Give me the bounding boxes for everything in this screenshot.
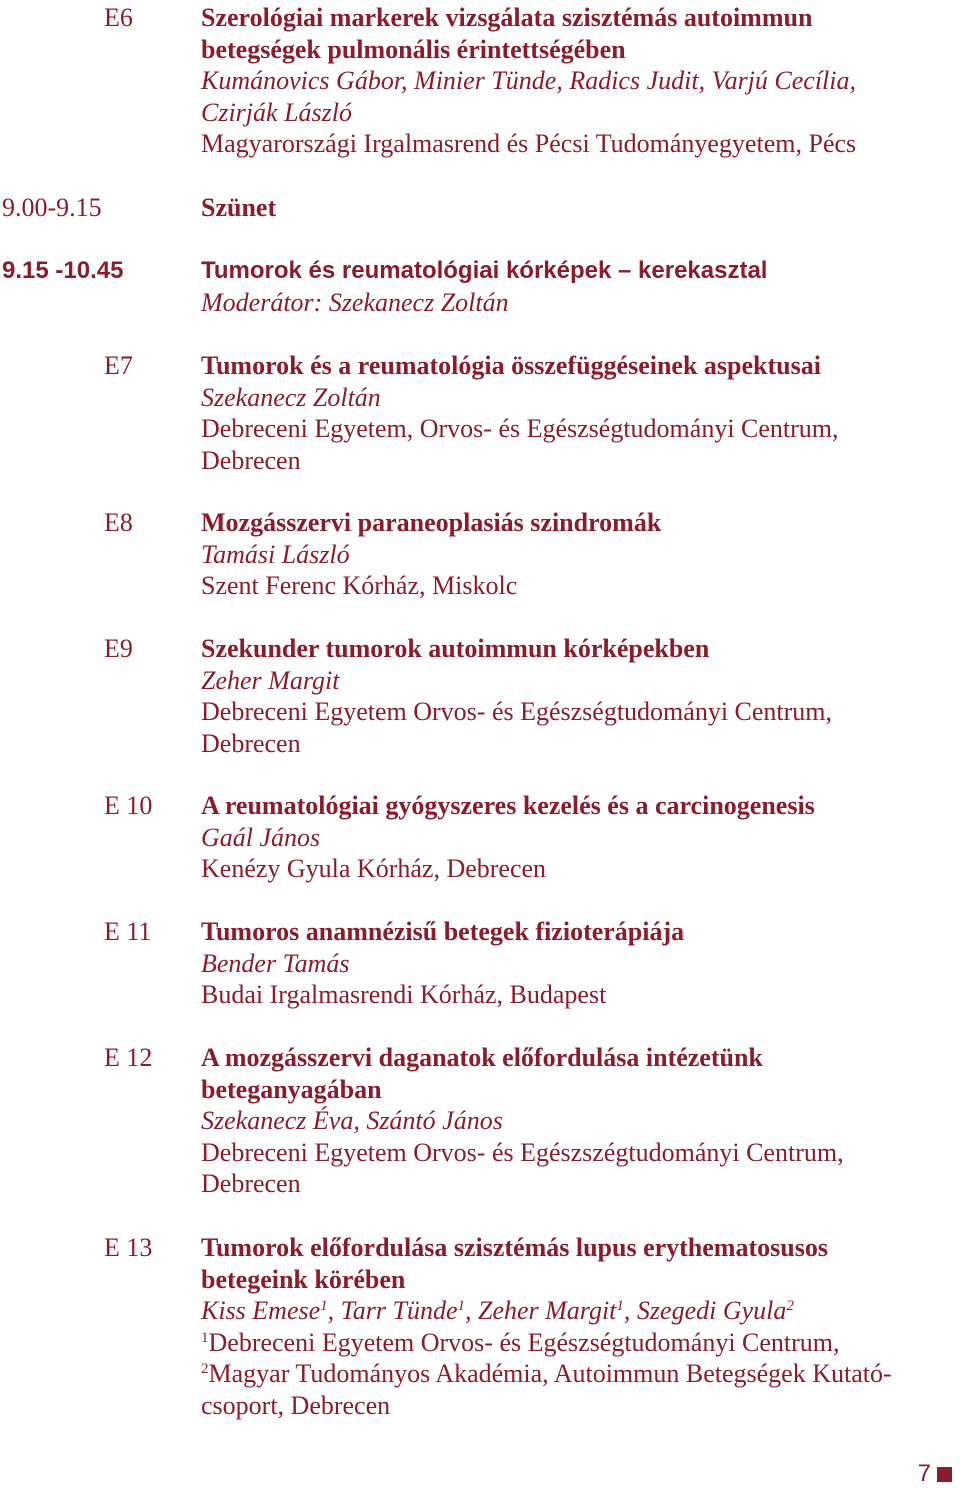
talk-body [201, 350, 953, 476]
session-body [201, 2, 953, 160]
talk-title: betegeink körében [201, 1264, 406, 1294]
roundtable-body [201, 255, 953, 318]
talk-body [201, 507, 953, 602]
talk-authors: Zeher Margit [201, 665, 340, 695]
author-name: Tarr Tünde [340, 1296, 458, 1325]
talk-code: E7 [104, 351, 133, 380]
author-superscript: 1 [616, 1298, 624, 1314]
talk-authors [201, 1295, 953, 1327]
square-bullet-icon [937, 1467, 952, 1482]
roundtable-moderator: Moderátor: Szekanecz Zoltán [201, 287, 509, 317]
break-label: Szünet [201, 193, 277, 222]
talk-title: Tumoros anamnézisű betegek fizioterápiája [201, 917, 685, 946]
talk-title: Mozgásszervi paraneoplasiás szindromák [201, 508, 662, 537]
talk-authors: Tamási László [201, 539, 350, 569]
author-separator: , [464, 1296, 478, 1325]
talk-code: E 13 [104, 1233, 153, 1262]
talk-title: A mozgásszervi daganatok előfordulása intézetünk [201, 1043, 763, 1072]
affiliation-text: Magyar Tudományos Akadémia, Autoimmun Betegségek Kutató- [208, 1359, 892, 1388]
roundtable-title: Tumorok és reumatológiai kórképek – kerekasztal [201, 257, 768, 284]
talk-affiliation: Debreceni Egyetem Orvos- és Egészszégtudományi Centrum, [201, 1137, 844, 1167]
author-name: Zeher Margit [477, 1296, 617, 1325]
session-code: E6 [104, 3, 133, 32]
affiliation-text: Debreceni Egyetem Orvos- és Egészségtudományi Centrum, [208, 1327, 840, 1357]
talk-code: E 12 [104, 1043, 153, 1072]
talk-code: E 10 [104, 791, 153, 820]
talk-affiliation: Budai Irgalmasrendi Kórház, Budapest [201, 980, 607, 1009]
talk-code: E 11 [104, 917, 152, 946]
talk-affiliation: Kenézy Gyula Kórház, Debrecen [201, 854, 547, 883]
page-footer [918, 1460, 952, 1488]
session-authors: Kumánovics Gábor, Minier Tünde, Radics Judit, Varjú Cecília, [201, 66, 857, 95]
author-superscript: 1 [320, 1298, 328, 1314]
affiliation-superscript: 1 [201, 1329, 209, 1346]
talk-affiliation: Debreceni Egyetem, Orvos- és Egészségtudományi Centrum, [201, 414, 839, 443]
affiliation-superscript: 2 [201, 1361, 209, 1377]
talk-code: E9 [104, 634, 133, 663]
talk-affiliation: Szent Ferenc Kórház, Miskolc [201, 571, 518, 600]
talk-title: A reumatológiai gyógyszeres kezelés és a carcinogenesis [201, 791, 815, 820]
page-number: 7 [917, 1460, 931, 1487]
session-title: betegségek pulmonális érintettségében [201, 34, 626, 64]
author-name: Kiss Emese [201, 1296, 321, 1325]
session-title: Szerológiai markerek vizsgálata szisztémás autoimmun [201, 3, 813, 32]
roundtable-time: 9.15 -10.45 [2, 257, 124, 284]
talk-affiliation: Debrecen [201, 728, 301, 758]
talk-title: beteganyagában [201, 1074, 382, 1104]
author-separator: , [327, 1296, 341, 1325]
talk-affiliation [201, 1327, 953, 1359]
break-time: 9.00-9.15 [2, 193, 102, 222]
author-superscript: 2 [786, 1298, 794, 1314]
talk-body [201, 1232, 953, 1421]
author-superscript: 1 [457, 1298, 465, 1314]
talk-authors: Gaál János [201, 822, 321, 852]
talk-authors: Szekanecz Éva, Szántó János [201, 1106, 503, 1135]
talk-affiliation: Debreceni Egyetem Orvos- és Egészségtudományi Centrum, [201, 697, 833, 726]
talk-affiliation [201, 1358, 953, 1390]
talk-body [201, 633, 953, 759]
talk-authors: Szekanecz Zoltán [201, 382, 381, 412]
author-separator: , [623, 1296, 637, 1325]
talk-affiliation: csoport, Debrecen [201, 1390, 391, 1420]
talk-body [201, 790, 953, 885]
talk-body [201, 1042, 953, 1200]
author-name: Szegedi Gyula [636, 1296, 787, 1325]
talk-title: Tumorok és a reumatológia összefüggéseinek aspektusai [201, 351, 821, 380]
session-authors: Czirják László [201, 97, 352, 127]
talk-title: Szekunder tumorok autoimmun kórképekben [201, 634, 710, 663]
talk-authors: Bender Tamás [201, 948, 350, 978]
talk-code: E8 [104, 508, 133, 537]
talk-body [201, 916, 953, 1011]
talk-affiliation: Debrecen [201, 445, 301, 475]
talk-title: Tumorok előfordulása szisztémás lupus erythematosusos [201, 1233, 828, 1262]
talk-affiliation: Debrecen [201, 1169, 301, 1198]
session-affiliation: Magyarországi Irgalmasrend és Pécsi Tudományegyetem, Pécs [201, 129, 857, 158]
